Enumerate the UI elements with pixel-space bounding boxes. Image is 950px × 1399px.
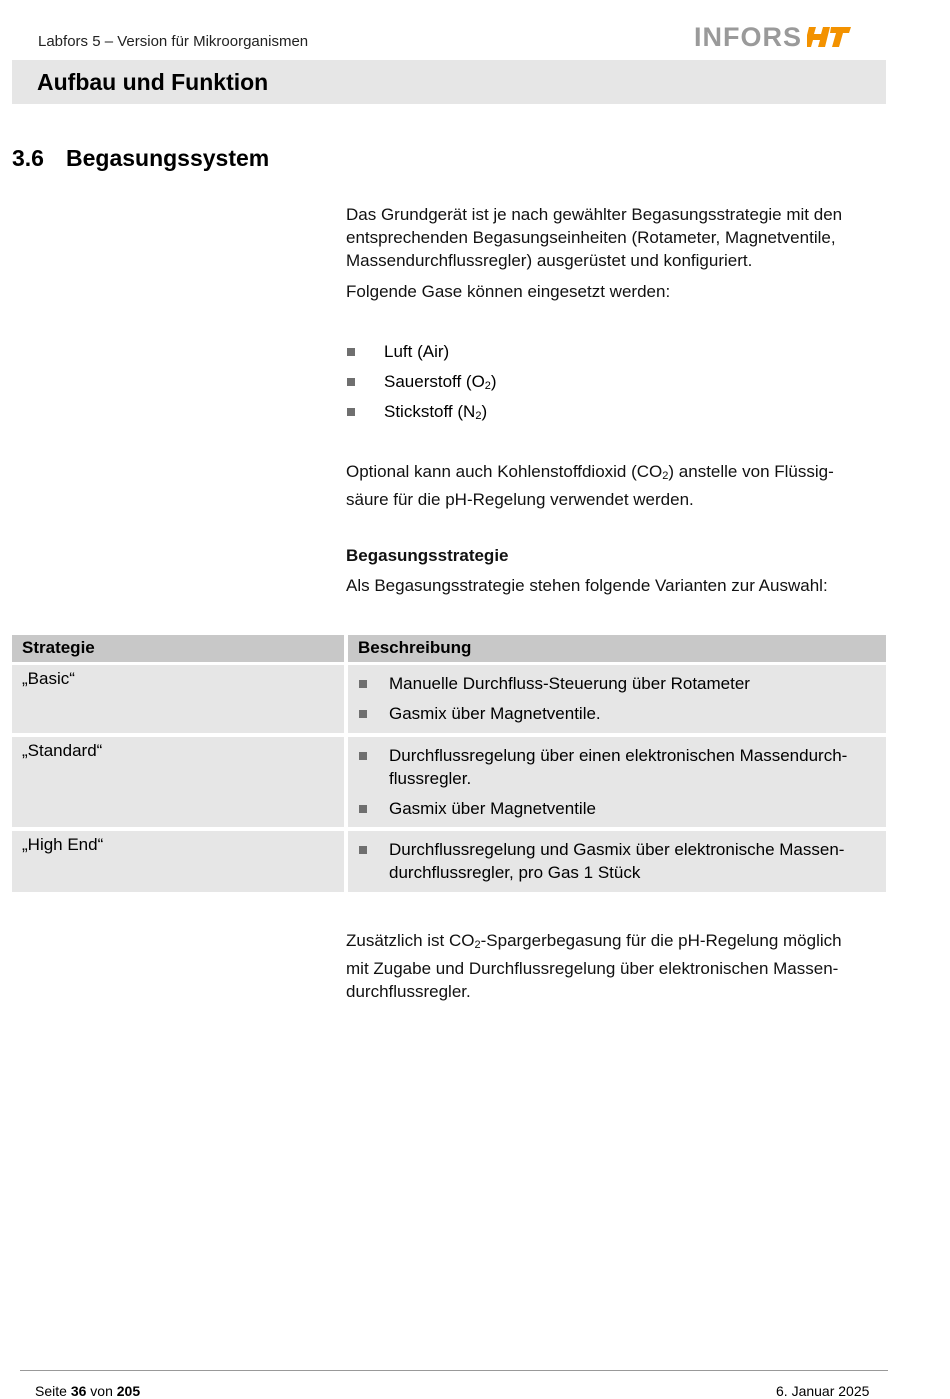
column-header: Strategie <box>22 638 95 657</box>
text-span: Optional kann auch Kohlenstoffdioxid (CO <box>346 462 663 481</box>
page-of-label: von <box>90 1383 113 1399</box>
page-current: 36 <box>70 1383 87 1399</box>
bullet-square-icon <box>359 805 367 813</box>
section-title: Begasungssystem <box>66 145 270 171</box>
text-line: mit Zugabe und Durchflussregelung über elektronischen Massen- <box>346 959 839 978</box>
table-row <box>12 737 344 827</box>
strategy-name: „High End“ <box>22 835 104 854</box>
gas-label: Sauerstoff (O <box>384 372 485 391</box>
table-cell-description <box>348 737 886 827</box>
intro-line: Das Grundgerät ist je nach gewählter Begasungsstrategie mit den <box>346 205 843 224</box>
gas-label-end: ) <box>490 372 497 391</box>
gas-label-end: ) <box>481 402 488 421</box>
text-line: Durchflussregelung und Gasmix über elektronische Massen- <box>389 840 845 859</box>
bullet-square-icon <box>347 348 355 356</box>
table-row <box>12 665 344 733</box>
strategy-intro: Als Begasungsstrategie stehen folgende Varianten zur Auswahl: <box>346 576 828 595</box>
intro-line: Massendurchflussregler) ausgerüstet und konfiguriert. <box>346 251 753 270</box>
description-text: Gasmix über Magnetventile <box>389 799 596 818</box>
intro-paragraph <box>346 203 886 272</box>
table-cell-description <box>348 665 886 733</box>
text-span: Zusätzlich ist CO <box>346 931 475 950</box>
optional-paragraph <box>346 460 886 511</box>
subscript: 2 <box>484 380 491 392</box>
subscript: 2 <box>475 410 482 422</box>
table-cell-description <box>348 831 886 892</box>
bullet-square-icon <box>347 408 355 416</box>
subscript: 2 <box>662 470 669 482</box>
page-label: Seite <box>35 1383 67 1399</box>
table-header-strategy <box>12 635 344 662</box>
logo-text: INFORS <box>694 21 803 52</box>
description-text: Manuelle Durchfluss-Steuerung über Rotameter <box>389 674 750 693</box>
text-line: flussregler. <box>389 769 472 788</box>
logo-ht-mark <box>807 25 851 49</box>
section-heading <box>12 145 269 172</box>
table-row <box>12 831 344 892</box>
strategy-heading: Begasungsstrategie <box>346 546 509 565</box>
document-subtitle: Labfors 5 – Version für Mikroorganismen <box>38 33 309 50</box>
column-header: Beschreibung <box>358 638 472 657</box>
text-span: -Spargerbegasung für die pH-Regelung möglich <box>480 931 842 950</box>
chapter-title-bar <box>12 60 886 104</box>
text-line: Durchflussregelung über einen elektronischen Massendurch- <box>389 746 848 765</box>
gas-label: Stickstoff (N <box>384 402 476 421</box>
footer-divider <box>20 1370 888 1371</box>
description-text: Gasmix über Magnetventile. <box>389 704 601 723</box>
bullet-square-icon <box>359 680 367 688</box>
intro-line: entsprechenden Begasungseinheiten (Rotameter, Magnetventile, <box>346 228 836 247</box>
text-line: säure für die pH-Regelung verwendet werden. <box>346 490 694 509</box>
text-line: durchflussregler, pro Gas 1 Stück <box>389 863 641 882</box>
page-total: 205 <box>116 1383 141 1399</box>
bullet-square-icon <box>359 710 367 718</box>
description-text <box>389 838 879 884</box>
document-date: 6. Januar 2025 <box>776 1383 870 1399</box>
text-line: durchflussregler. <box>346 982 471 1001</box>
bullet-square-icon <box>359 846 367 854</box>
table-header-description <box>348 635 886 662</box>
bullet-square-icon <box>359 752 367 760</box>
gases-intro: Folgende Gase können eingesetzt werden: <box>346 282 671 301</box>
gas-label: Luft (Air) <box>384 342 450 361</box>
section-number: 3.6 <box>12 145 44 171</box>
chapter-title: Aufbau und Funktion <box>37 69 269 95</box>
infors-ht-logo <box>694 22 851 52</box>
bullet-square-icon <box>347 378 355 386</box>
additional-paragraph <box>346 929 886 1003</box>
text-span: ) anstelle von Flüssig- <box>668 462 834 481</box>
description-text <box>389 744 879 790</box>
strategy-name: „Basic“ <box>22 669 75 688</box>
subscript: 2 <box>474 939 481 951</box>
strategy-name: „Standard“ <box>22 741 103 760</box>
